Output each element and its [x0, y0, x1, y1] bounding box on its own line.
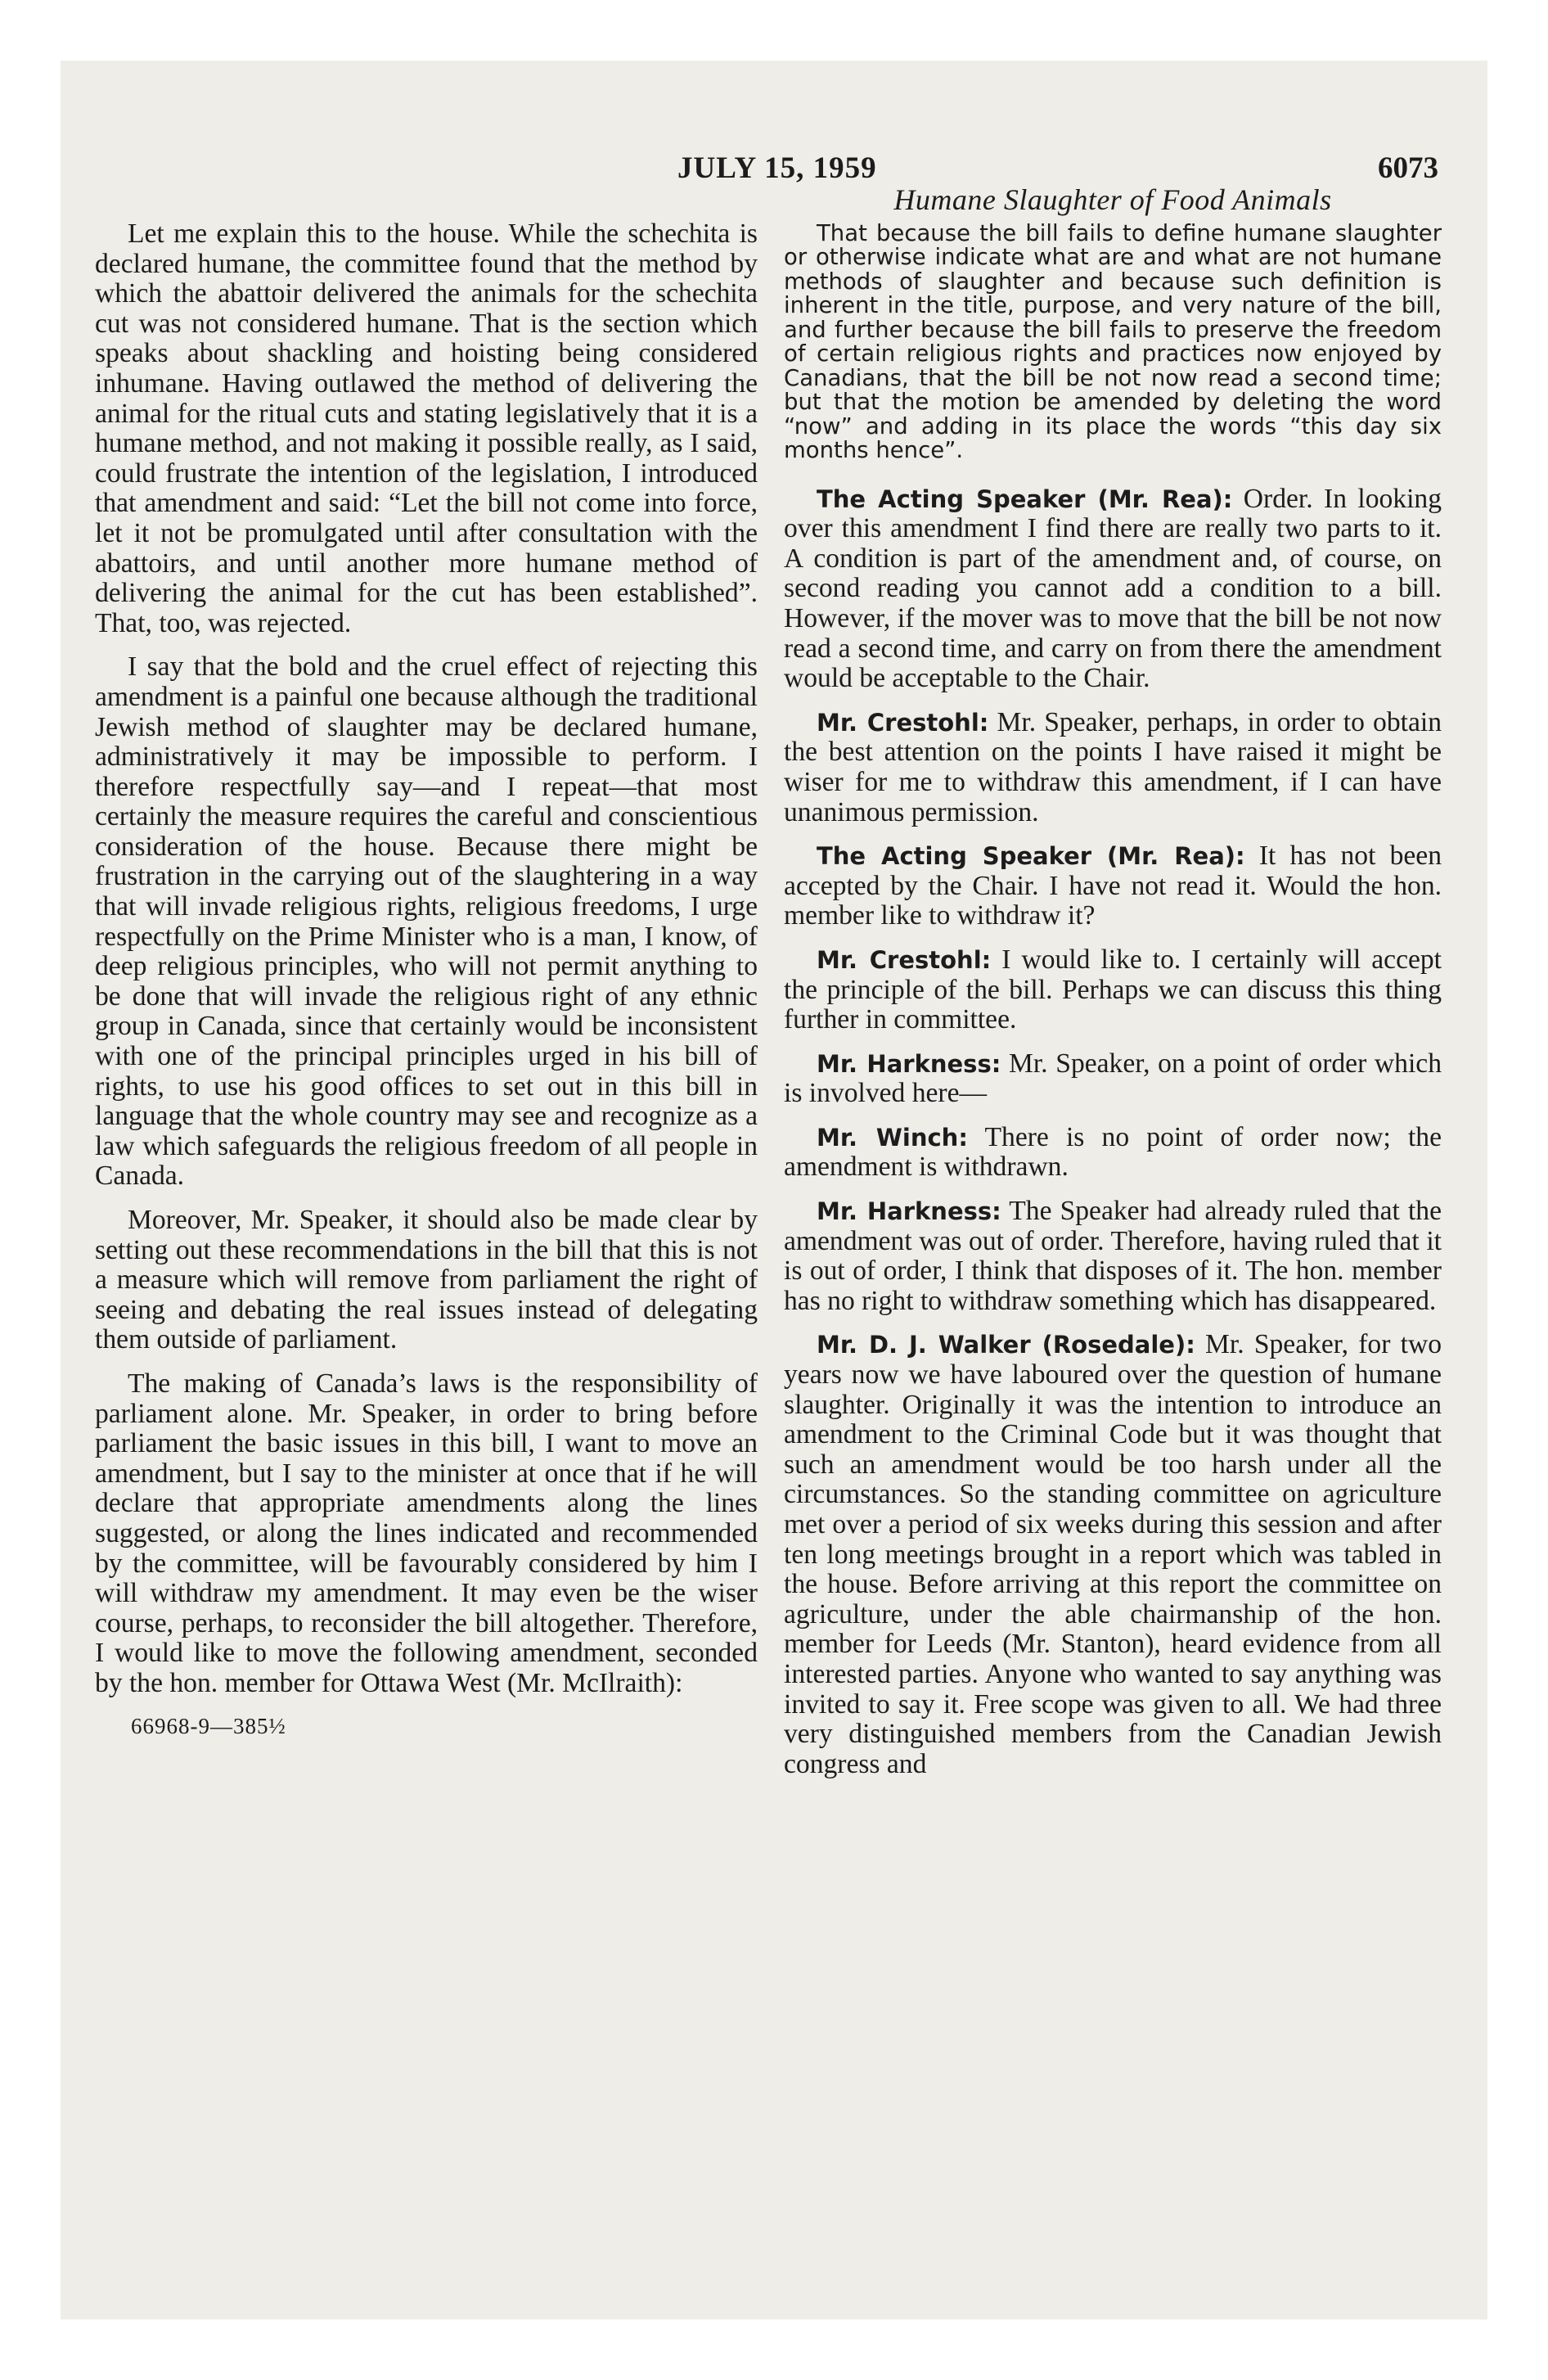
speech [784, 1049, 1442, 1109]
speech [784, 841, 1442, 931]
paragraph: Let me explain this to the house. While the schechita is declared humane, the committee found that the method by which the abattoir delivered the animals for the schechita cut was not considered humane. That is the section which speaks about shackling and hoisting being considered inhumane. Having outlawed the method of delivering the animal for the ritual cuts and stating legislatively that it is a humane method, and not making it possible really, as I said, could frustrate the intention of the legislation, I introduced that amendment and said: “Let the bill not come into force, let it not be promulgated until after consultation with the abattoirs, and until another more humane method of delivering the animal for the cut has been established”. That, too, was rejected. [95, 219, 758, 638]
section-subheading: Humane Slaughter of Food Animals [893, 183, 1332, 216]
speech [784, 708, 1442, 827]
speaker-name: The Acting Speaker (Mr. Rea): [817, 485, 1233, 513]
speech-text: It has not been accepted by the Chair. I have not read it. Would the hon. member like to withdraw it? [784, 841, 1442, 931]
motion-text: That because the bill fails to define humane slaughter or otherwise indicate what are and what are not humane methods of slaughter and because such definition is inherent in the title, purpose, and very nature of the bill, and further because the bill fails to preserve the freedom of certain religious rights and practices now enjoyed by Canadians, that the bill be not now read a second time; but that the motion be amended by deleting the word “now” and adding in its place the words “this day six months hence”. [784, 219, 1442, 464]
speech-text: There is no point of order now; the amendment is withdrawn. [784, 1121, 1442, 1183]
speaker-name: Mr. Harkness: [817, 1197, 1001, 1226]
speaker-name: Mr. Crestohl: [817, 708, 989, 737]
speech [784, 1197, 1442, 1316]
speaker-name: Mr. Harkness: [817, 1049, 1001, 1078]
speech-text: Mr. Speaker, perhaps, in order to obtain the best attention on the points I have raised it might be wiser for me to withdraw this amendment, if I can have unanimous permission. [784, 706, 1442, 827]
right-column [784, 185, 1442, 1793]
speech-text: Mr. Speaker, on a point of order which is involved here— [784, 1048, 1442, 1109]
speaker-name: The Acting Speaker (Mr. Rea): [817, 842, 1245, 871]
print-footnote: 66968-9—385½ [131, 1713, 286, 1738]
page-number: 6073 [1378, 151, 1438, 185]
speech-text: The Speaker had already ruled that the amendment was out of order. Therefore, having ruled that it is out of order, I think that disposes of it. The hon. member has no right to withdraw something which has disappeared. [784, 1196, 1442, 1316]
paragraph: The making of Canada’s laws is the responsibility of parliament alone. Mr. Speaker, in order to bring before parliament the basic issues in this bill, I want to move an amendment, but I say to the minister at once that if he will declare that appropriate amendments along the lines suggested, or along the lines indicated and recommended by the committee, will be favourably considered by him I will withdraw my amendment. It may even be the wiser course, perhaps, to reconsider the bill altogether. Therefore, I would like to move the following amendment, seconded by the hon. member for Ottawa West (Mr. McIlraith): [95, 1368, 758, 1698]
left-column [95, 219, 758, 1741]
speech-text: Order. In looking over this amendment I find there are really two parts to it. A condition is part of the amendment and, of course, on second reading you cannot add a condition to a bill. However, if the mover was to move that the bill be not now read a second time, and carry on from there the amendment would be acceptable to the Chair. [784, 483, 1442, 694]
speaker-name: Mr. Winch: [817, 1123, 968, 1152]
speaker-name: Mr. Crestohl: [817, 945, 992, 974]
page-date: JULY 15, 1959 [677, 151, 877, 185]
scanned-page [61, 61, 1487, 2319]
speech [784, 945, 1442, 1035]
paragraph: I say that the bold and the cruel effect of rejecting this amendment is a painful one because although the traditional Jewish method of slaughter may be declared humane, administratively it may be impossible to perform. I therefore respectfully say—and I repeat—that most certainly the measure requires the careful and conscientious consideration of the house. Because there might be frustration in the carrying out of the slaughtering in a way that will invade religious rights, religious freedoms, I urge respectfully on the Prime Minister who is a man, I know, of deep religious principles, who will not permit anything to be done that will invade the religious right of any ethnic group in Canada, since that certainly would be inconsistent with one of the principal principles urged in his bill of rights, to use his good offices to set out in this bill in language that the whole country may see and recognize as a law which safeguards the religious freedom of all people in Canada. [95, 651, 758, 1192]
speech-text: I would like to. I certainly will accept the principle of the bill. Perhaps we can discuss this thing further in committee. [784, 944, 1442, 1035]
speech-text: Mr. Speaker, for two years now we have laboured over the question of humane slaughter. Originally it was the intention to introduce an amendment to the Criminal Code but it was thought that such an amendment would be too harsh under all the circumstances. So the standing committee on agriculture met over a period of six weeks during this session and after ten long meetings brought in a report which was tabled in the house. Before arriving at this report the committee on agriculture, under the able chairmanship of the hon. member for Leeds (Mr. Stanton), heard evidence from all interested parties. Anyone who wanted to say anything was invited to say it. Free scope was given to all. We had three very distinguished members from the Canadian Jewish congress and [784, 1329, 1442, 1779]
speech [784, 1330, 1442, 1779]
speaker-name: Mr. D. J. Walker (Rosedale): [817, 1331, 1195, 1359]
paragraph: Moreover, Mr. Speaker, it should also be made clear by setting out these recommendations in the bill that this is not a measure which will remove from parliament the right of seeing and debating the real issues instead of delegating them outside of parliament. [95, 1205, 758, 1355]
speech [784, 1123, 1442, 1183]
speech [784, 485, 1442, 694]
